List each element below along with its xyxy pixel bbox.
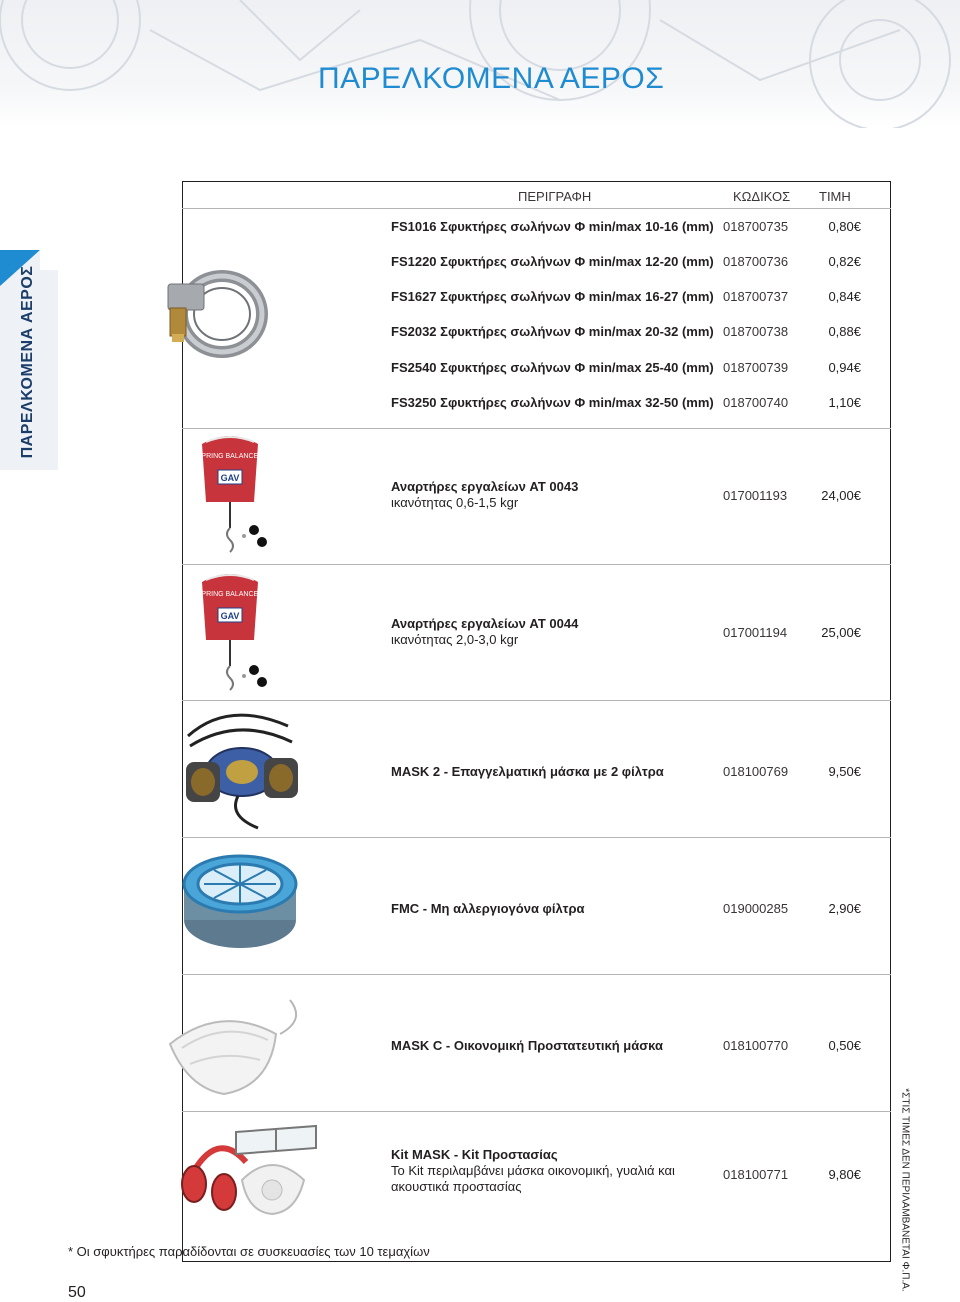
row-subtitle: Το Kit περιλαμβάνει μάσκα οικονομική, γυαλιά και ακουστικά προστασίας xyxy=(391,1163,675,1194)
row-subtitle: ικανότητας 0,6-1,5 kgr xyxy=(391,495,519,510)
row-divider xyxy=(182,837,891,838)
row-subtitle: ικανότητας 2,0-3,0 kgr xyxy=(391,632,519,647)
table-row xyxy=(391,1147,871,1203)
row-price: 2,90€ xyxy=(828,901,861,916)
side-tab-label: ΠΑΡΕΛΚΟΜΕΝΑ ΑΕΡΟΣ xyxy=(19,265,36,459)
dust-mask-image xyxy=(160,990,310,1102)
row-price: 0,50€ xyxy=(828,1038,861,1053)
row-price: 0,88€ xyxy=(828,324,861,339)
header-price: ΤΙΜΗ xyxy=(819,189,851,204)
row-divider xyxy=(182,700,891,701)
row-description: FS1016 Σφυκτήρες σωλήνων Φ min/max 10-16 (mm) xyxy=(391,219,714,234)
spring-balancer-image xyxy=(192,432,282,560)
spring-balancer-image xyxy=(192,570,282,698)
row-title: Αναρτήρες εργαλείων AT 0044 xyxy=(391,616,579,631)
row-title: Kit MASK - Kit Προστασίας xyxy=(391,1147,558,1162)
table-row xyxy=(391,393,871,413)
row-title: MASK 2 - Επαγγελματική μάσκα με 2 φίλτρα xyxy=(391,764,664,779)
page-title: ΠΑΡΕΛΚΟΜΕΝΑ ΑΕΡΟΣ xyxy=(318,62,665,95)
row-code: 018700736 xyxy=(723,254,789,269)
row-code: 018100771 xyxy=(723,1167,789,1182)
balancer-logo: GAV xyxy=(220,473,240,483)
row-price: 9,80€ xyxy=(828,1167,861,1182)
row-divider xyxy=(182,428,891,429)
row-price: 25,00€ xyxy=(821,625,861,640)
row-description: FS3250 Σφυκτήρες σωλήνων Φ min/max 32-50 (mm) xyxy=(391,395,714,410)
table-row xyxy=(391,762,871,782)
row-code: 017001194 xyxy=(723,625,788,640)
table-row xyxy=(391,358,871,378)
footnote: * Οι σφυκτήρες παραδίδονται σε συσκευασίες των 10 τεμαχίων xyxy=(68,1244,430,1259)
row-divider xyxy=(182,208,891,209)
row-price: 0,80€ xyxy=(828,219,861,234)
row-code: 018700739 xyxy=(723,360,789,375)
page-number: 50 xyxy=(68,1284,86,1301)
filter-cartridge-image xyxy=(174,848,306,956)
balancer-label: SPRING BALANCER xyxy=(196,453,264,460)
row-code: 018100770 xyxy=(723,1038,789,1053)
table-row xyxy=(391,287,871,307)
row-description: FS2540 Σφυκτήρες σωλήνων Φ min/max 25-40 (mm) xyxy=(391,360,714,375)
table-header xyxy=(391,187,861,207)
table-row xyxy=(391,899,871,919)
balancer-logo: GAV xyxy=(220,611,240,621)
row-price: 0,82€ xyxy=(828,254,861,269)
table-row xyxy=(391,616,871,656)
row-price: 1,10€ xyxy=(828,395,861,410)
row-code: 018100769 xyxy=(723,764,789,779)
row-price: 9,50€ xyxy=(828,764,861,779)
row-divider xyxy=(182,564,891,565)
row-divider xyxy=(182,974,891,975)
respirator-mask-image xyxy=(168,706,318,832)
row-code: 018700737 xyxy=(723,289,789,304)
table-row xyxy=(391,252,871,272)
header-description: ΠΕΡΙΓΡΑΦΗ xyxy=(518,189,592,204)
row-price: 0,84€ xyxy=(828,289,861,304)
hose-clamp-image xyxy=(150,262,270,372)
table-row xyxy=(391,217,871,237)
table-row xyxy=(391,1036,871,1056)
row-price: 24,00€ xyxy=(821,488,861,503)
balancer-label: SPRING BALANCER xyxy=(196,591,264,598)
row-title: MASK C - Οικονομική Προστατευτική μάσκα xyxy=(391,1038,663,1053)
safety-kit-image xyxy=(176,1118,326,1218)
vat-note: *ΣΤΙΣ ΤΙΜΕΣ ΔΕΝ ΠΕΡΙΛΑΜΒΑΝΕΤΑΙ Φ.Π.Α. xyxy=(899,1088,911,1292)
table-row xyxy=(391,322,871,342)
row-price: 0,94€ xyxy=(828,360,861,375)
header-code: ΚΩΔΙΚΟΣ xyxy=(733,189,791,204)
row-title: Αναρτήρες εργαλείων AT 0043 xyxy=(391,479,579,494)
row-code: 017001193 xyxy=(723,488,788,503)
row-code: 018700735 xyxy=(723,219,789,234)
row-code: 018700738 xyxy=(723,324,789,339)
row-description: FS1220 Σφυκτήρες σωλήνων Φ min/max 12-20 (mm) xyxy=(391,254,714,269)
row-divider xyxy=(182,1111,891,1112)
row-code: 018700740 xyxy=(723,395,789,410)
row-title: FMC - Μη αλλεργιογόνα φίλτρα xyxy=(391,901,585,916)
row-description: FS2032 Σφυκτήρες σωλήνων Φ min/max 20-32 (mm) xyxy=(391,324,714,339)
row-code: 019000285 xyxy=(723,901,789,916)
row-description: FS1627 Σφυκτήρες σωλήνων Φ min/max 16-27 (mm) xyxy=(391,289,714,304)
table-row xyxy=(391,479,871,519)
